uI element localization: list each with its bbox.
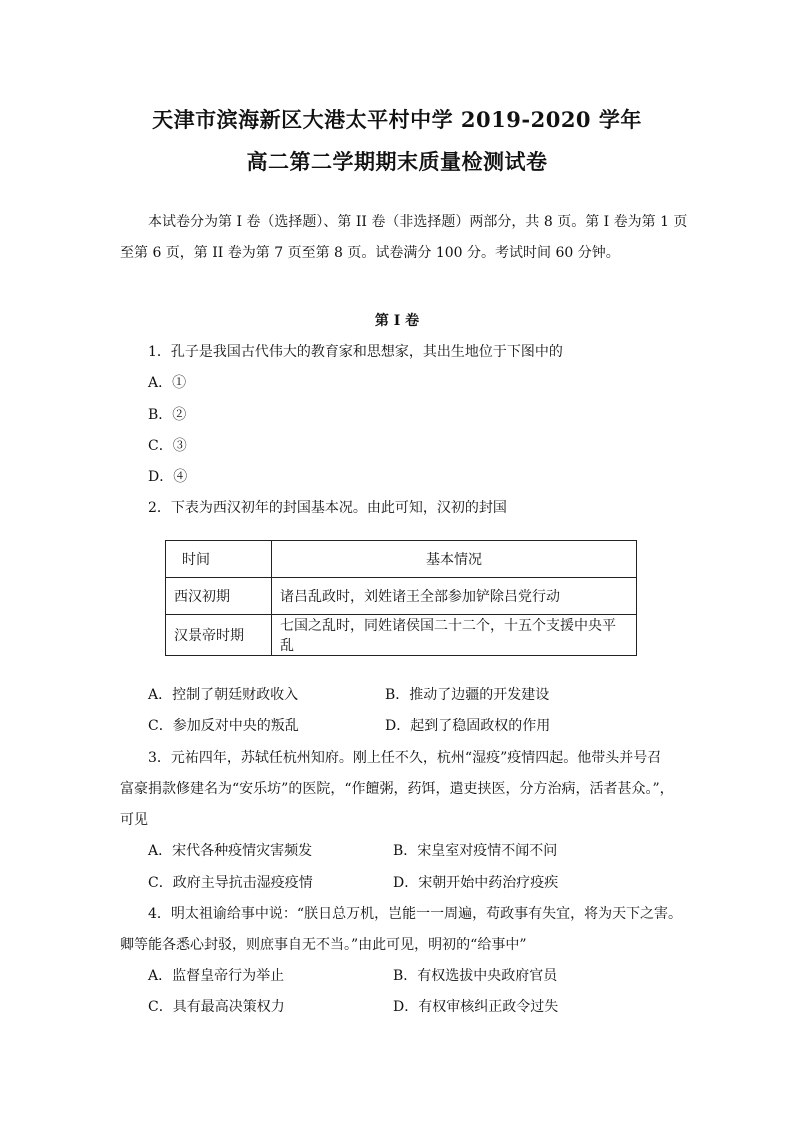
q3-line2: 富豪捐款修建名为“安乐坊”的医院，“作饘粥，药饵，遣吏挟医，分方治病，活者甚众。”， (120, 781, 674, 797)
q1-stem: 1．孔子是我国古代伟大的教育家和思想家，其出生地位于下图中的 (148, 344, 563, 360)
table-header-cell: 基本情况 (272, 541, 637, 578)
table-cell: 西汉初期 (166, 578, 272, 615)
q2-option-d: D．起到了稳固政权的作用 (385, 718, 551, 734)
q2-option-a: A．控制了朝廷财政收入 (148, 687, 299, 703)
q4-option-a: A．监督皇帝行为举止 (148, 968, 285, 984)
q4-option-c: C．具有最高决策权力 (148, 999, 285, 1015)
q4-option-b: B．有权选拔中央政府官员 (393, 968, 558, 984)
exam-title-line1: 天津市滨海新区大港太平村中学 2019-2020 学年 (152, 107, 642, 132)
q3-option-c: C．政府主导抗击湿疫疫情 (148, 875, 313, 891)
q3-line3: 可见 (120, 812, 148, 828)
table-header-cell: 时间 (166, 541, 272, 578)
q4-line1: 4．明太祖谕给事中说：“朕日总万机，岂能一一周遍，苟政事有失宜，将为天下之害。 (148, 906, 683, 922)
q1-option-c: C．③ (148, 438, 187, 454)
q1-option-d: D．④ (148, 469, 188, 485)
q2-stem: 2．下表为西汉初年的封国基本况。由此可知，汉初的封国 (148, 500, 507, 516)
q3-line1: 3．元祐四年，苏轼任杭州知府。刚上任不久，杭州“湿疫”疫情四起。他带头并号召 (148, 750, 662, 766)
table-header-row (166, 541, 637, 578)
table-row (166, 578, 637, 615)
q2-option-c: C．参加反对中央的叛乱 (148, 718, 299, 734)
q1-option-a: A．① (148, 375, 187, 391)
q2-option-b: B．推动了边疆的开发建设 (385, 687, 550, 703)
section-title: 第 I 卷 (374, 313, 420, 329)
q4-option-d: D．有权审核纠正政令过失 (393, 999, 559, 1015)
q3-option-a: A．宋代各种疫情灾害频发 (148, 843, 313, 859)
q3-option-d: D．宋朝开始中药治疗疫疾 (393, 875, 559, 891)
intro-line2: 至第 6 页，第 II 卷为第 7 页至第 8 页。试卷满分 100 分。考试时间 60 分钟。 (120, 245, 620, 261)
q1-option-b: B．② (148, 407, 187, 423)
q4-line2: 卿等能各悉心封驳，则庶事自无不当。”由此可见，明初的“给事中” (120, 937, 527, 953)
q3-option-b: B．宋皇室对疫情不闻不问 (393, 843, 558, 859)
intro-line1: 本试卷分为第 I 卷（选择题）、第 II 卷（非选择题）两部分，共 8 页。第 I 卷为第 1 页 (148, 214, 688, 230)
table-cell: 七国之乱时，同姓诸侯国二十二个，十五个支援中央平乱 (272, 615, 637, 656)
q2-table (165, 540, 637, 656)
exam-title-line2: 高二第二学期期末质量检测试卷 (246, 149, 548, 174)
table-cell: 汉景帝时期 (166, 615, 272, 656)
table-cell: 诸吕乱政时，刘姓诸王全部参加铲除吕党行动 (272, 578, 637, 615)
table-row (166, 615, 637, 656)
